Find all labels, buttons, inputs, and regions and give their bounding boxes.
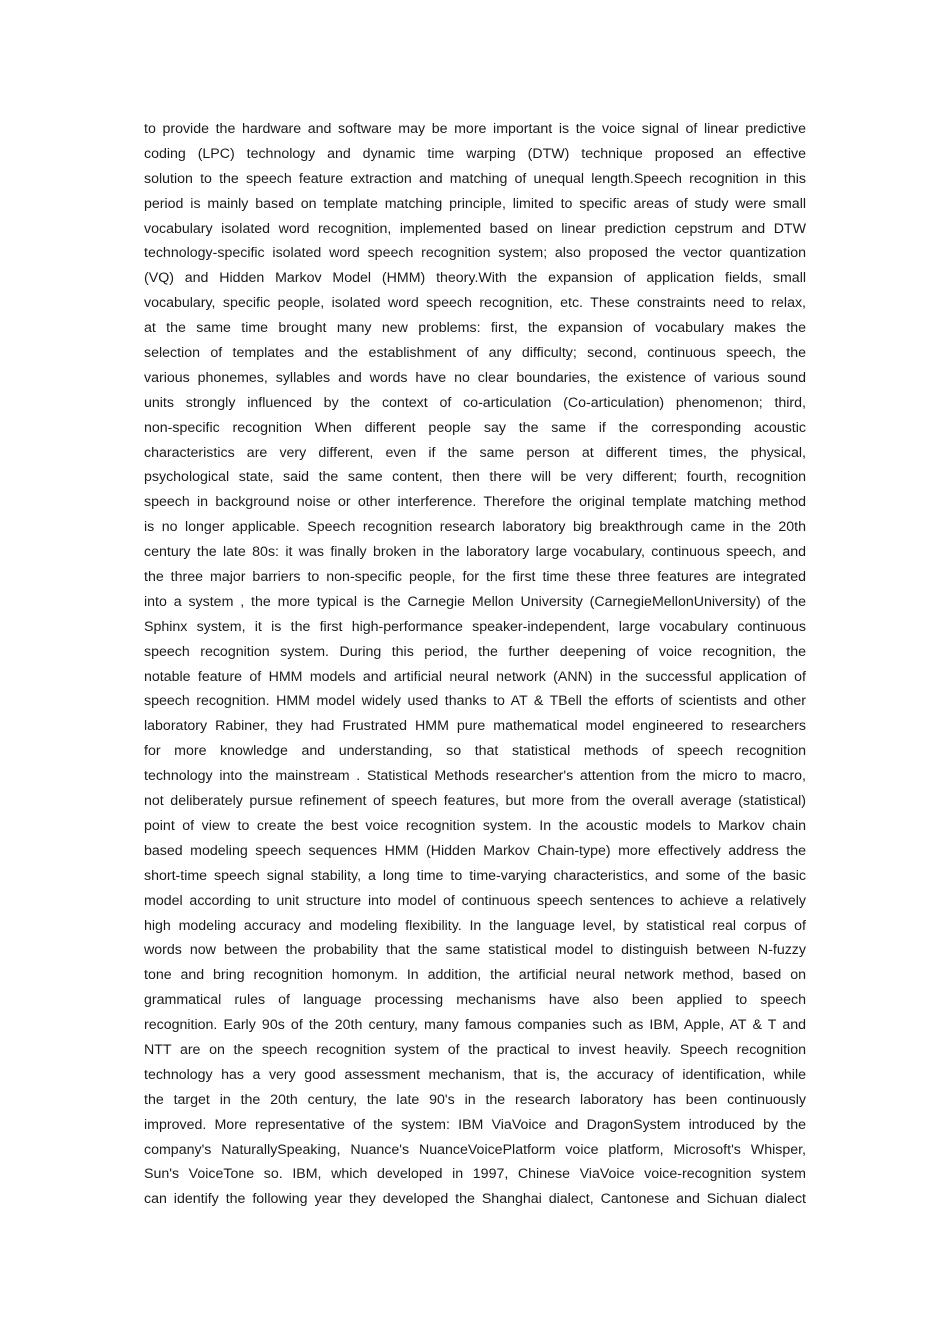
text-line: vocabulary, specific people, isolated word speech recognition, etc. These constraints need to relax,	[144, 295, 806, 312]
text-line: technology has a very good assessment mechanism, that is, the accuracy of identification, while	[144, 1066, 806, 1083]
text-line: into a system , the more typical is the Carnegie Mellon University (CarnegieMellonUniversity) of the	[144, 593, 806, 610]
text-line: laboratory Rabiner, they had Frustrated HMM pure mathematical model engineered to researchers	[144, 718, 806, 735]
text-line: units strongly influenced by the context of co-articulation (Co-articulation) phenomenon; third,	[144, 394, 806, 411]
text-line: speech recognition. HMM model widely used thanks to AT & TBell the efforts of scientists and other	[144, 693, 806, 710]
text-line: solution to the speech feature extraction and matching of unequal length.Speech recognition in this	[144, 170, 806, 187]
text-line: at the same time brought many new problems: first, the expansion of vocabulary makes the	[144, 320, 806, 337]
text-line: notable feature of HMM models and artificial neural network (ANN) in the successful application of	[144, 668, 806, 685]
text-line: company's NaturallySpeaking, Nuance's NuanceVoicePlatform voice platform, Microsoft's Whisper,	[144, 1141, 806, 1158]
text-line: to provide the hardware and software may be more important is the voice signal of linear predictive	[144, 121, 806, 137]
text-line: recognition. Early 90s of the 20th century, many famous companies such as IBM, Apple, AT & T and	[144, 1017, 806, 1034]
text-line: Sun's VoiceTone so. IBM, which developed in 1997, Chinese ViaVoice voice-recognition system	[144, 1166, 806, 1183]
text-line: speech recognition system. During this period, the further deepening of voice recognition, the	[144, 643, 806, 660]
text-line: non-specific recognition When different people say the same if the corresponding acoustic	[144, 419, 806, 436]
text-line: various phonemes, syllables and words have no clear boundaries, the existence of various sound	[144, 369, 806, 386]
text-line: high modeling accuracy and modeling flexibility. In the language level, by statistical real corpus of	[144, 917, 806, 934]
text-line: grammatical rules of language processing mechanisms have also been applied to speech	[144, 992, 806, 1009]
text-line: words now between the probability that the same statistical model to distinguish between N-fuzzy	[144, 942, 806, 959]
text-line: speech in background noise or other interference. Therefore the original template matching method	[144, 494, 806, 511]
text-line: technology-specific isolated word speech recognition system; also proposed the vector quantization	[144, 245, 806, 262]
text-line: vocabulary isolated word recognition, implemented based on linear prediction cepstrum and DTW	[144, 220, 806, 237]
text-line: not deliberately pursue refinement of speech features, but more from the overall average (statistical)	[144, 793, 806, 810]
text-line: century the late 80s: it was finally broken in the laboratory large vocabulary, continuous speech, and	[144, 544, 806, 561]
text-line: improved. More representative of the system: IBM ViaVoice and DragonSystem introduced by the	[144, 1116, 806, 1133]
body-text	[144, 117, 806, 1212]
text-line: Sphinx system, it is the first high-performance speaker-independent, large vocabulary continuous	[144, 618, 806, 635]
text-line: coding (LPC) technology and dynamic time warping (DTW) technique proposed an effective	[144, 145, 806, 162]
text-line: technology into the mainstream . Statistical Methods researcher's attention from the micro to macro,	[144, 768, 806, 785]
text-line: is no longer applicable. Speech recognition research laboratory big breakthrough came in the 20th	[144, 519, 806, 536]
text-line: NTT are on the speech recognition system of the practical to invest heavily. Speech recognition	[144, 1041, 806, 1058]
text-line: tone and bring recognition homonym. In addition, the artificial neural network method, based on	[144, 967, 806, 984]
text-line: the target in the 20th century, the late 90's in the research laboratory has been continuously	[144, 1091, 806, 1108]
text-line: psychological state, said the same content, then there will be very different; fourth, recognition	[144, 469, 806, 486]
text-line: for more knowledge and understanding, so that statistical methods of speech recognition	[144, 743, 806, 760]
text-line: (VQ) and Hidden Markov Model (HMM) theory.With the expansion of application fields, small	[144, 270, 806, 287]
text-line: selection of templates and the establishment of any difficulty; second, continuous speech, the	[144, 345, 806, 362]
text-line: short-time speech signal stability, a long time to time-varying characteristics, and some of the basic	[144, 867, 806, 884]
text-line: characteristics are very different, even if the same person at different times, the physical,	[144, 444, 806, 461]
text-line: based modeling speech sequences HMM (Hidden Markov Chain-type) more effectively address the	[144, 842, 806, 859]
text-line: can identify the following year they developed the Shanghai dialect, Cantonese and Sichuan dialect	[144, 1191, 806, 1208]
text-line: the three major barriers to non-specific people, for the first time these three features are integrated	[144, 569, 806, 586]
text-line: period is mainly based on template matching principle, limited to specific areas of study were small	[144, 195, 806, 212]
text-line: model according to unit structure into model of continuous speech sentences to achieve a relatively	[144, 892, 806, 909]
text-line: point of view to create the best voice recognition system. In the acoustic models to Markov chain	[144, 817, 806, 834]
